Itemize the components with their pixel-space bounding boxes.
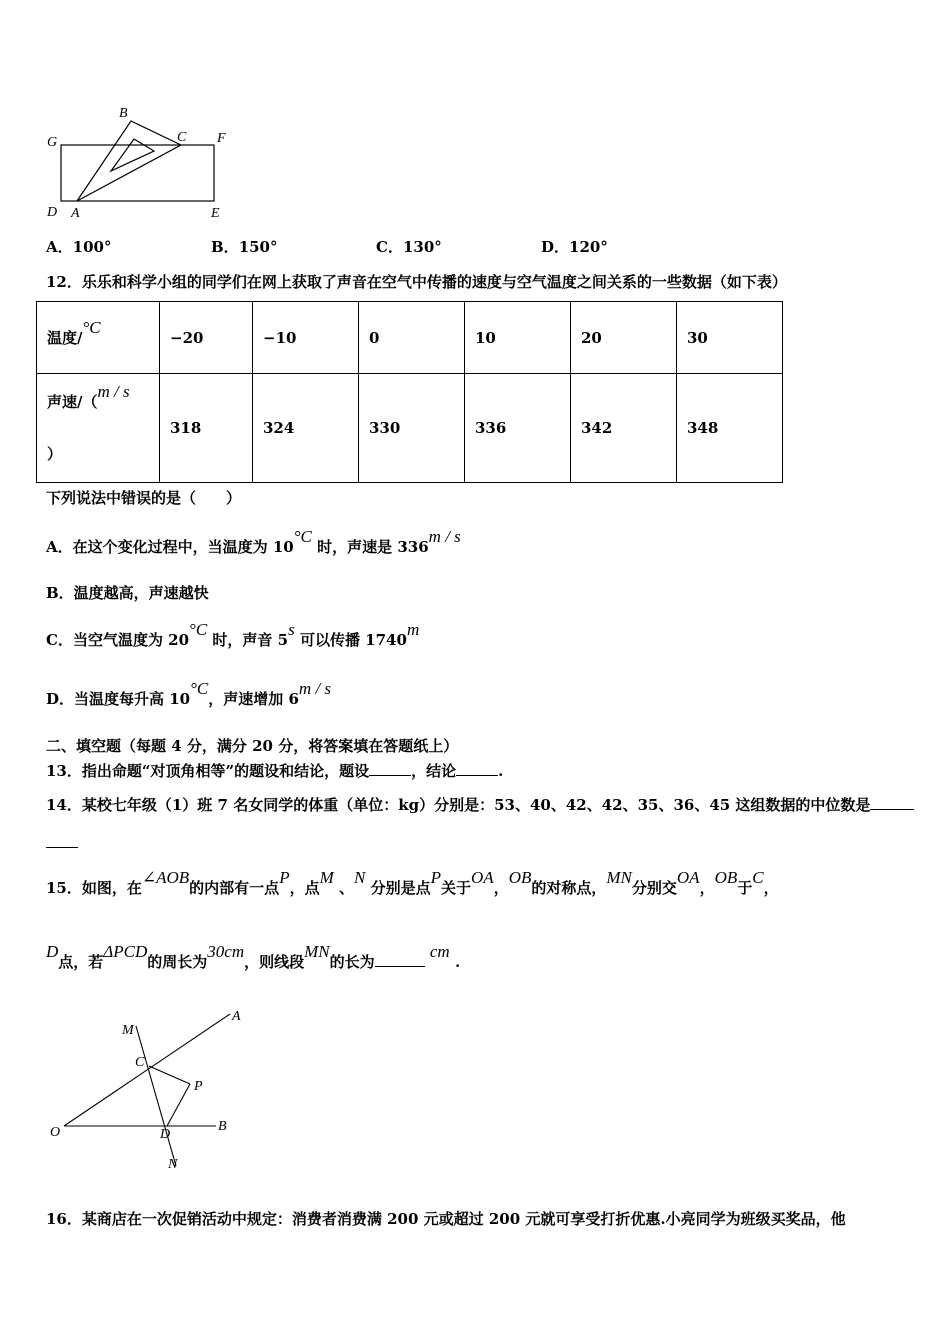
q11-figure [40, 100, 240, 225]
fig-label-o: O [50, 1125, 61, 1140]
answer-blank [369, 761, 411, 776]
fig-label-p: P [194, 1079, 203, 1094]
q12-question: 下列说法中错误的是（ ） [46, 489, 242, 507]
fig-label-c: C [177, 130, 187, 145]
q11-option-c: C．130° [376, 238, 442, 256]
table-cell: 0 [359, 302, 465, 374]
table-cell: −20 [160, 302, 253, 374]
fig-label-g: G [47, 135, 58, 150]
answer-blank [456, 761, 498, 776]
table-cell: 10 [465, 302, 571, 374]
speed-temperature-table [36, 301, 783, 483]
table-cell: 20 [571, 302, 677, 374]
q12-option-c: C．当空气温度为 20°C 时，声音 5s 可以传播 1740m [46, 620, 420, 649]
table-cell: 336 [465, 374, 571, 483]
fig-label-b: B [218, 1119, 227, 1134]
table-header-temp: 温度/°C [37, 302, 160, 374]
q11-option-d: D．120° [541, 238, 608, 256]
fig-label-f: F [217, 131, 226, 146]
table-cell: 348 [677, 374, 783, 483]
q11-option-b: B．150° [211, 238, 278, 256]
q15-line1: 15．如图，在∠AOB的内部有一点P，点M 、N 分别是点P关于OA，OB的对称点，MN分别交OA，OB于C， [46, 868, 779, 897]
section-title: 二、填空题（每题 4 分，满分 20 分，将答案填在答题纸上） [46, 737, 459, 755]
q12-option-d: D．当温度每升高 10°C，声速增加 6m / s [46, 679, 332, 708]
table-header-speed: 声速/（m / s ） [37, 374, 160, 483]
fig-label-d: D [160, 1127, 171, 1142]
fig-label-a: A [71, 206, 80, 221]
table-cell: 324 [253, 374, 359, 483]
q12-option-b: B．温度越高，声速越快 [46, 584, 209, 602]
fig-label-c: C [135, 1055, 145, 1070]
q15-line2: D点，若ΔPCD的周长为30cm，则线段MN的长为 cm . [46, 942, 461, 971]
answer-blank-continued [46, 833, 78, 848]
q13: 13．指出命题“对顶角相等”的题设和结论，题设 ，结论 . [46, 762, 504, 780]
table-cell: −10 [253, 302, 359, 374]
table-cell: 330 [359, 374, 465, 483]
answer-blank [375, 952, 425, 967]
q11-option-a: A．100° [46, 238, 112, 256]
answer-blank [870, 795, 914, 810]
fig-label-n: N [168, 1157, 178, 1172]
q16: 16．某商店在一次促销活动中规定：消费者消费满 200 元或超过 200 元就可享受打折优惠.小亮同学为班级买奖品，他 [46, 1210, 846, 1228]
q15-figure [40, 1000, 260, 1180]
fig-label-a: A [232, 1009, 241, 1024]
table-cell: 30 [677, 302, 783, 374]
table-cell: 342 [571, 374, 677, 483]
table-cell: 318 [160, 374, 253, 483]
fig-label-d: D [47, 205, 58, 220]
q12-option-a: A．在这个变化过程中，当温度为 10°C 时，声速是 336m / s [46, 527, 461, 556]
q12-stem: 12．乐乐和科学小组的同学们在网上获取了声音在空气中传播的速度与空气温度之间关系的一些数据（如下表） [46, 273, 787, 291]
fig-label-m: M [122, 1023, 134, 1038]
q14: 14．某校七年级（1）班 7 名女同学的体重（单位：kg）分别是：53、40、42、42、35、36、45 这组数据的中位数是 [46, 794, 914, 815]
fig-label-e: E [211, 206, 220, 221]
fig-label-b: B [119, 106, 128, 121]
